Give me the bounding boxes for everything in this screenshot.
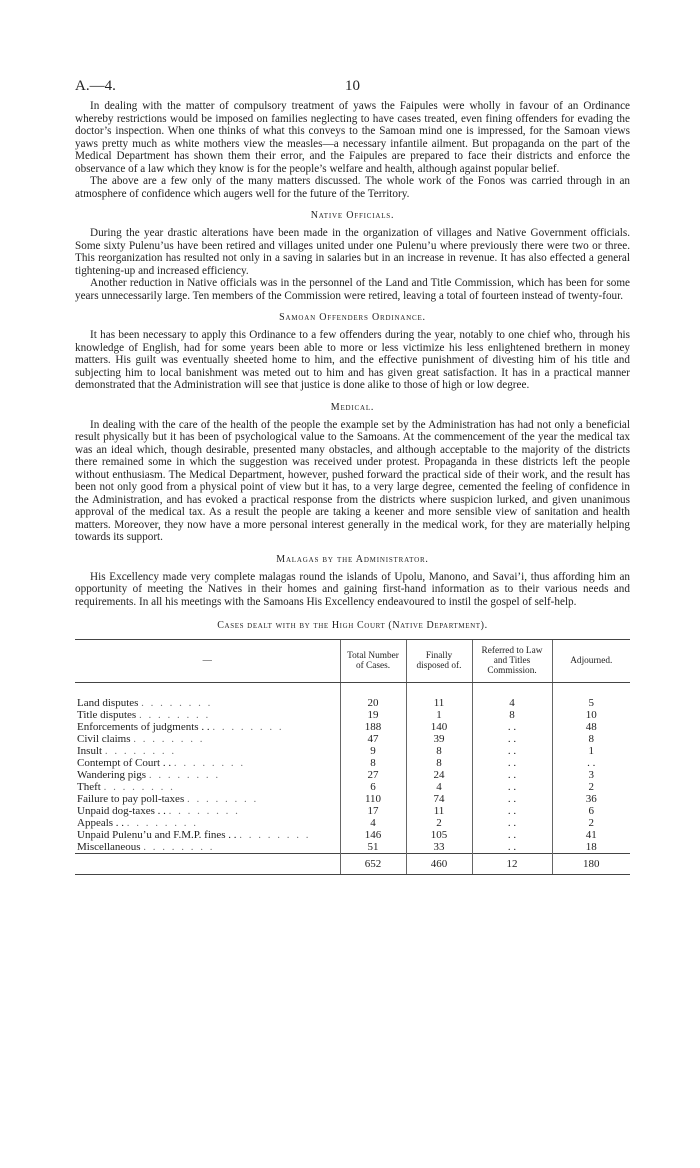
row-adjourned: 2 [552, 781, 630, 793]
table-header-row [75, 640, 630, 683]
row-finally-disposed: 2 [406, 817, 472, 829]
row-referred: . . [472, 769, 552, 781]
table-row [75, 817, 630, 829]
row-referred: . . [472, 733, 552, 745]
leader-dots: . . . . . . . . [186, 793, 259, 805]
leader-dots: . . . . . . . . [138, 709, 211, 721]
row-finally-disposed: 4 [406, 781, 472, 793]
row-finally-disposed: 11 [406, 697, 472, 709]
table-row [75, 793, 630, 805]
row-total-cases: 146 [340, 829, 406, 841]
leader-dots: . . . . . . . . [143, 841, 215, 853]
leader-dots: . . . . . . . . [212, 721, 284, 733]
row-finally-disposed: 74 [406, 793, 472, 805]
table-row [75, 745, 630, 757]
paragraph-fonos: The above are a few only of the many matters discussed. The whole work of the Fonos was carried through in an atmosphere of confidence which augers well for the future of the Territory. [75, 175, 630, 200]
page-number: 10 [345, 78, 360, 94]
leader-dots: . . . . . . . . [126, 817, 199, 829]
row-label [75, 769, 340, 781]
row-referred: . . [472, 829, 552, 841]
leader-dots: . . . . . . . . [141, 697, 213, 709]
row-total-cases: 19 [340, 709, 406, 721]
header-adjourned: Adjourned. [552, 640, 630, 683]
row-referred: . . [472, 745, 552, 757]
table-row [75, 709, 630, 721]
row-label-text: Enforcements of judgments . . [77, 721, 210, 733]
table-row [75, 841, 630, 854]
total-adjourned: 180 [552, 854, 630, 875]
row-label [75, 781, 340, 793]
section-heading-malagas: Malagas by the Administrator. [276, 553, 429, 565]
table-row [75, 781, 630, 793]
row-label-text: Failure to pay poll-taxes [77, 793, 185, 805]
row-label-text: Civil claims [77, 733, 131, 745]
leader-dots: . . . . . . . . [168, 805, 240, 817]
header-category: — [75, 640, 340, 683]
row-label [75, 709, 340, 721]
row-adjourned: . . [552, 757, 630, 769]
total-cases: 652 [340, 854, 406, 875]
row-adjourned: 10 [552, 709, 630, 721]
row-total-cases: 27 [340, 769, 406, 781]
section-heading-medical: Medical. [330, 401, 375, 413]
paragraph-malagas: His Excellency made very complete malagas round the islands of Upolu, Manono, and Savai’i, thus affording him an opportunity of meeting the Natives in their homes and gaining first-hand information as to their various needs and requirements. In all his meetings with the Samoans His Excellency endeavoured to instil the gospel of self-help. [75, 570, 630, 608]
document-body [75, 100, 630, 875]
paragraph-native-officials-1: During the year drastic alterations have been made in the organization of villages and Native Government officials. Some sixty Pulenu’us have been retired and villages united under one Pulenu’u where previously there were two or three. This reorganization has resulted not only in a saving in salaries but in an increase in revenue. It has also effected a general tightening-up and increased efficiency. [75, 227, 630, 277]
row-label [75, 745, 340, 757]
leader-dots: . . . . . . . . [173, 757, 246, 769]
row-label-text: Appeals . . [77, 817, 125, 829]
row-finally-disposed: 39 [406, 733, 472, 745]
row-referred: . . [472, 721, 552, 733]
table-title: Cases dealt with by the High Court (Native Department). [217, 620, 488, 631]
document-reference: A.—4. [75, 78, 116, 94]
row-referred: . . [472, 793, 552, 805]
leader-dots: . . . . . . . . [133, 733, 205, 745]
row-total-cases: 188 [340, 721, 406, 733]
row-label-text: Insult [77, 745, 103, 757]
row-adjourned: 41 [552, 829, 630, 841]
total-finally-disposed: 460 [406, 854, 472, 875]
row-referred: . . [472, 805, 552, 817]
row-total-cases: 47 [340, 733, 406, 745]
row-adjourned: 18 [552, 841, 630, 854]
row-referred: . . [472, 781, 552, 793]
row-referred: . . [472, 757, 552, 769]
table-row [75, 733, 630, 745]
page-header [75, 78, 630, 100]
row-finally-disposed: 140 [406, 721, 472, 733]
row-label [75, 829, 340, 841]
row-label [75, 841, 340, 854]
row-finally-disposed: 11 [406, 805, 472, 817]
table-spacer-row [75, 683, 630, 698]
leader-dots: . . . . . . . . [148, 769, 221, 781]
row-label-text: Title disputes [77, 709, 137, 721]
row-label [75, 757, 340, 769]
row-adjourned: 36 [552, 793, 630, 805]
table-row [75, 721, 630, 733]
row-label-text: Land disputes [77, 697, 139, 709]
section-heading-samoan-offenders: Samoan Offenders Ordinance. [279, 312, 426, 323]
row-label-text: Unpaid Pulenu’u and F.M.P. fines . . [77, 829, 237, 841]
row-adjourned: 3 [552, 769, 630, 781]
section-heading-native-officials: Native Officials. [310, 210, 395, 221]
paragraph-native-officials-2: Another reduction in Native officials was in the personnel of the Land and Title Commission, which has been for some years unnecessarily large. Ten members of the Commission were retired, leaving a total of fourteen instead of twenty-four. [75, 277, 630, 302]
row-label-text: Unpaid dog-taxes . . [77, 805, 166, 817]
table-row [75, 805, 630, 817]
row-finally-disposed: 105 [406, 829, 472, 841]
row-label-text: Contempt of Court . . [77, 757, 172, 769]
row-adjourned: 6 [552, 805, 630, 817]
table-row [75, 757, 630, 769]
leader-dots: . . . . . . . . [239, 829, 311, 841]
row-adjourned: 8 [552, 733, 630, 745]
table-total-row [75, 854, 630, 875]
row-adjourned: 2 [552, 817, 630, 829]
paragraph-samoan-offenders: It has been necessary to apply this Ordinance to a few offenders during the year, notably to one chief who, through his knowledge of English, had for some years been able to more or less victimize his less enlightened brethern in money matters. His guilt was eventually sheeted home to him, and the effective punishment of divesting him of his title and subjecting him to local banishment was meted out to him and has given great satisfaction. It has in a practical manner demonstrated that the Administration will see that justice is done alike to those of high or low degree. [75, 329, 630, 391]
row-referred: . . [472, 817, 552, 829]
row-total-cases: 51 [340, 841, 406, 854]
row-total-cases: 8 [340, 757, 406, 769]
row-referred: 8 [472, 709, 552, 721]
row-total-cases: 110 [340, 793, 406, 805]
total-referred: 12 [472, 854, 552, 875]
row-label [75, 817, 340, 829]
row-total-cases: 20 [340, 697, 406, 709]
row-label [75, 793, 340, 805]
header-referred: Referred to Law and Titles Commission. [472, 640, 552, 683]
row-finally-disposed: 24 [406, 769, 472, 781]
table-row [75, 829, 630, 841]
row-adjourned: 48 [552, 721, 630, 733]
row-label-text: Miscellaneous [77, 841, 141, 853]
paragraph-medical: In dealing with the care of the health of the people the example set by the Administration has had not only a beneficial result physically but it has been of psychological value to the Samoans. At the commencement of the year the medical tax was an ideal which, though desirable, presented many obstacles, and although acceptable to the majority of the districts there remained some in which the suggestion was received under protest. Propaganda in these districts left the people without enthusiasm. The Medical Department, however, pushed forward the practical side of their work, and the result has been not only good from a physical point of view but it has, to a very large degree, cemented the feeling of confidence in the Administration, and has evoked a practical response from the districts where suspicion lurked, and given unanimous approval of the medical tax. As a result the people are taking a keener and more sensible view of sanitation and health matters. Moreover, they now have a more personal interest generally in the medical work, for they are materially helping towards its support. [75, 418, 630, 543]
row-referred: 4 [472, 697, 552, 709]
table-row [75, 697, 630, 709]
header-total: Total Number of Cases. [340, 640, 406, 683]
row-adjourned: 5 [552, 697, 630, 709]
row-label-text: Wandering pigs [77, 769, 147, 781]
leader-dots: . . . . . . . . [103, 781, 175, 793]
paragraph-yaws: In dealing with the matter of compulsory treatment of yaws the Faipules were wholly in favour of an Ordinance whereby restrictions would be imposed on families neglecting to have cases treated, even fining offenders for evading the doctor’s inspection. When one thinks of what this conveys to the Samoan mind one is impressed, for the Samoan views yaws pretty much as white mothers view the measles—a necessary infantile ailment. But propaganda on the part of the Medical Department has shown them their error, and the Faipules are prepared to face their districts and enforce the observance of a law which they know is for the people’s welfare and health, although against popular belief. [75, 100, 630, 175]
leader-dots: . . . . . . . . [104, 745, 177, 757]
cases-table [75, 639, 630, 875]
row-label [75, 805, 340, 817]
table-body [75, 683, 630, 854]
row-referred: . . [472, 841, 552, 854]
row-label [75, 721, 340, 733]
table-row [75, 769, 630, 781]
total-label-cell [75, 854, 340, 875]
row-finally-disposed: 1 [406, 709, 472, 721]
row-total-cases: 9 [340, 745, 406, 757]
row-finally-disposed: 8 [406, 757, 472, 769]
row-label [75, 697, 340, 709]
row-finally-disposed: 8 [406, 745, 472, 757]
row-total-cases: 17 [340, 805, 406, 817]
row-adjourned: 1 [552, 745, 630, 757]
header-finally-disposed: Finally disposed of. [406, 640, 472, 683]
row-label-text: Theft [77, 781, 101, 793]
row-label [75, 733, 340, 745]
row-total-cases: 4 [340, 817, 406, 829]
row-finally-disposed: 33 [406, 841, 472, 854]
row-total-cases: 6 [340, 781, 406, 793]
